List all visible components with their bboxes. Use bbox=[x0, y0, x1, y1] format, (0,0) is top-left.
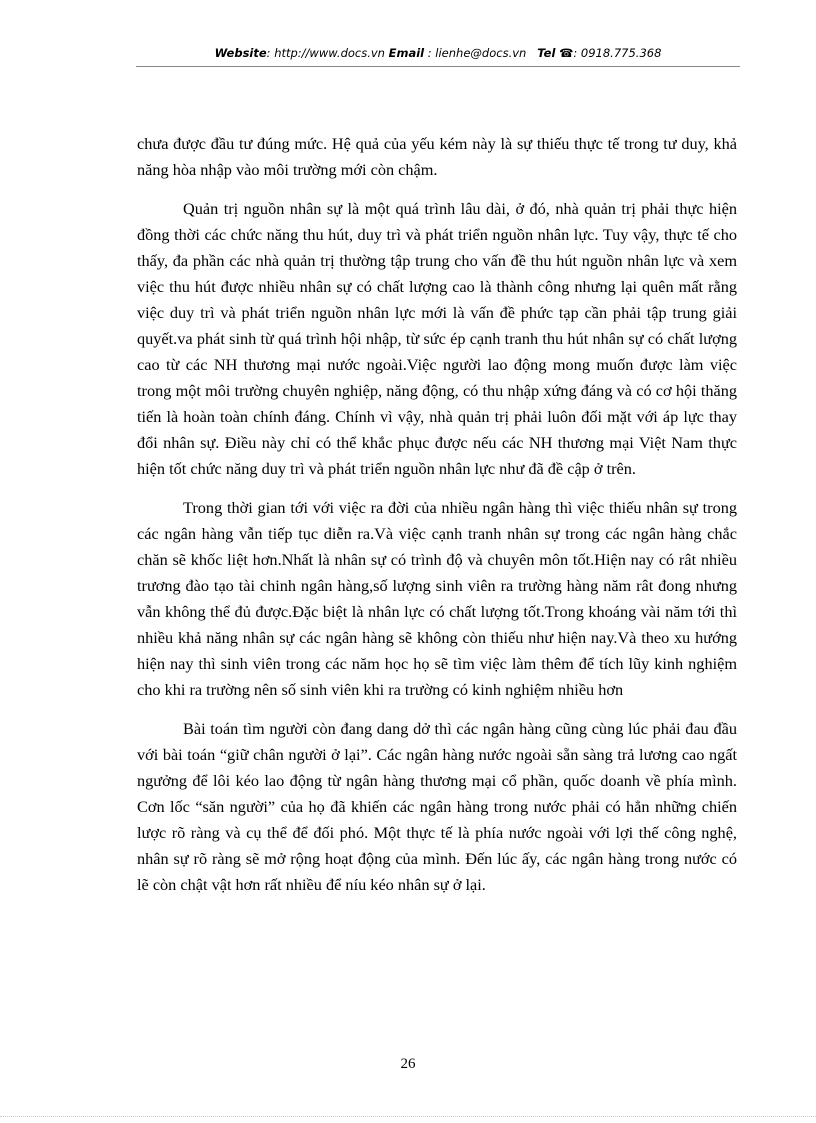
email-label: Email bbox=[388, 46, 425, 60]
tel-value: : 0918.775.368 bbox=[573, 46, 662, 60]
phone-icon: ☎ bbox=[559, 46, 574, 60]
paragraph: Trong thời gian tới với việc ra đời của nhiều ngân hàng thì việc thiếu nhân sự trong các ngân hàng vẫn tiếp tục diễn ra.Và việc cạnh tranh nhân sự trong các ngân hàng chắc chăn sẽ khốc liệt hơn.Nhất là nhân sự có trình độ và chuyên môn tốt.Hiện nay có rât nhiều trương đào tạo tài chinh ngân hàng,số lượng sinh viên ra trường hàng năm rât đong nhưng vẫn không thể đủ được.Đặc biệt là nhân lực có chất lượng tốt.Trong khoáng vài năm tới thì nhiều khả năng nhân sự các ngân hàng sẽ không còn thiếu như hiện nay.Và theo xu hướng hiện nay thì sinh viên trong các năm học họ sẽ tìm việc làm thêm để tích lũy kinh nghiệm cho khi ra trường nên số sinh viên khi ra trường có kinh nghiệm nhiều hơn bbox=[137, 498, 737, 699]
website-value: : http://www.docs.vn bbox=[266, 46, 385, 60]
page-number: 26 bbox=[400, 1056, 416, 1072]
header-divider bbox=[136, 66, 740, 67]
footer-divider bbox=[0, 1116, 816, 1117]
page-header bbox=[136, 46, 740, 60]
tel-label: Tel bbox=[537, 46, 556, 60]
document-body bbox=[137, 131, 737, 911]
email-value: : lienhe@docs.vn bbox=[427, 46, 527, 60]
paragraph-continuation: chưa được đầu tư đúng mức. Hệ quả của yếu kém này là sự thiếu thực tế trong tư duy, khả năng hòa nhập vào môi trường mới còn chậm. bbox=[137, 134, 737, 179]
paragraph: Quản trị nguồn nhân sự là một quá trình lâu dài, ở đó, nhà quản trị phải thực hiện đồng thời các chức năng thu hút, duy trì và phát triển nguồn nhân lực. Tuy vậy, thực tế cho thấy, đa phần các nhà quản trị thường tập trung cho vấn đề thu hút nguồn nhân lực và xem việc thu hút được nhiều nhân sự có chất lượng cao là thành công nhưng lại quên mất rằng việc duy trì và phát triển nguồn nhân lực mới là vấn đề phức tạp cần phải tập trung giải quyết.va phát sinh từ quá trình hội nhập, từ sức ép cạnh tranh thu hút nhân sự có chất lượng cao từ các NH thương mại nước ngoài.Việc người lao động mong muốn được làm việc trong một môi trường chuyên nghiệp, năng động, có thu nhập xứng đáng và có cơ hội thăng tiến là hoàn toàn chính đáng. Chính vì vậy, nhà quản trị phải luôn đối mặt với áp lực thay đổi nhân sự. Điều này chỉ có thể khắc phục được nếu các NH thương mại Việt Nam thực hiện tốt chức năng duy trì và phát triển nguồn nhân lực như đã đề cập ở trên. bbox=[137, 199, 737, 478]
website-label: Website bbox=[214, 46, 267, 60]
paragraph: Bài toán tìm người còn đang dang dở thì các ngân hàng cũng cùng lúc phải đau đầu với bài toán “giữ chân người ở lại”. Các ngân hàng nước ngoài sẵn sàng trả lương cao ngất ngưởng để lôi kéo lao động từ ngân hàng thương mại cổ phần, quốc doanh về phía mình. Cơn lốc “săn người” của họ đã khiến các ngân hàng trong nước phải có hẳn những chiến lược rõ ràng và cụ thể để đối phó. Một thực tế là phía nước ngoài với lợi thế công nghệ, nhân sự rõ ràng sẽ mở rộng hoạt động của mình. Đến lúc ấy, các ngân hàng trong nước có lẽ còn chật vật hơn rất nhiều để níu kéo nhân sự ở lại. bbox=[137, 719, 737, 894]
